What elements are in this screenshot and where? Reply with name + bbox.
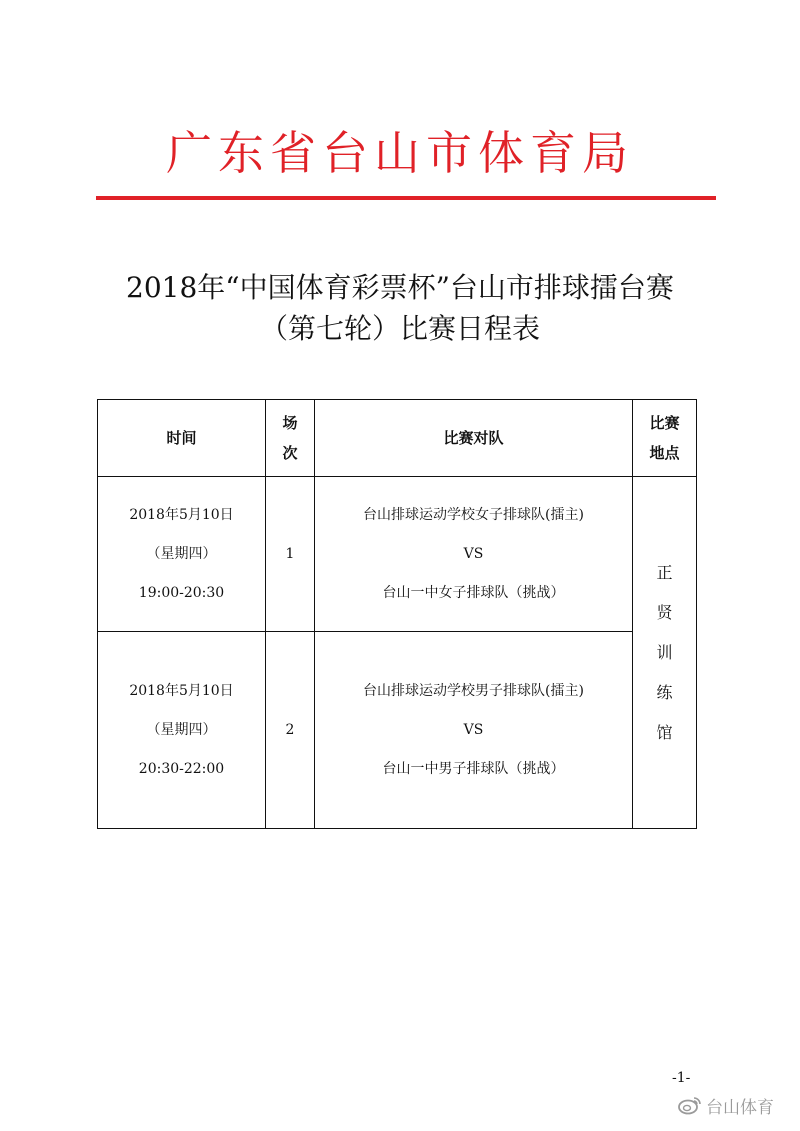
page-number: -1-	[672, 1070, 691, 1086]
document-title-line-2: （第七轮）比赛日程表	[259, 312, 540, 345]
match-weekday: （星期四）	[146, 545, 217, 562]
team-defender: 台山排球运动学校女子排球队(擂主)	[363, 506, 584, 523]
watermark	[678, 1093, 774, 1117]
teams-cell	[315, 477, 633, 632]
match-time-cell	[98, 477, 266, 632]
team-challenger: 台山一中男子排球队（挑战）	[382, 760, 565, 777]
match-weekday: （星期四）	[146, 721, 217, 738]
header-match: 比赛对队	[315, 400, 633, 477]
issuing-organization: 广东省台山市体育局	[166, 126, 634, 180]
header-round: 场 次	[266, 400, 315, 477]
versus-label: VS	[463, 545, 484, 562]
venue-cell: 正贤训练馆	[633, 477, 697, 829]
weibo-icon	[678, 1095, 702, 1115]
document-title-line-1: 2018年“中国体育彩票杯”台山市排球擂台赛	[126, 271, 674, 304]
header-red-rule	[96, 196, 716, 200]
watermark-text: 台山体育	[706, 1097, 774, 1118]
match-date: 2018年5月10日	[129, 682, 234, 699]
match-time: 19:00-20:30	[138, 584, 225, 601]
round-cell: 2	[266, 632, 315, 829]
team-challenger: 台山一中女子排球队（挑战）	[382, 584, 565, 601]
match-time: 20:30-22:00	[138, 760, 225, 777]
table-row	[98, 477, 697, 632]
table-header-row	[98, 400, 697, 477]
versus-label: VS	[463, 721, 484, 738]
team-defender: 台山排球运动学校男子排球队(擂主)	[363, 682, 584, 699]
teams-cell	[315, 632, 633, 829]
header-time: 时间	[98, 400, 266, 477]
round-cell: 1	[266, 477, 315, 632]
match-date: 2018年5月10日	[129, 506, 234, 523]
match-time-cell	[98, 632, 266, 829]
schedule-table	[97, 399, 697, 829]
table-row	[98, 632, 697, 829]
header-venue: 比赛 地点	[633, 400, 697, 477]
